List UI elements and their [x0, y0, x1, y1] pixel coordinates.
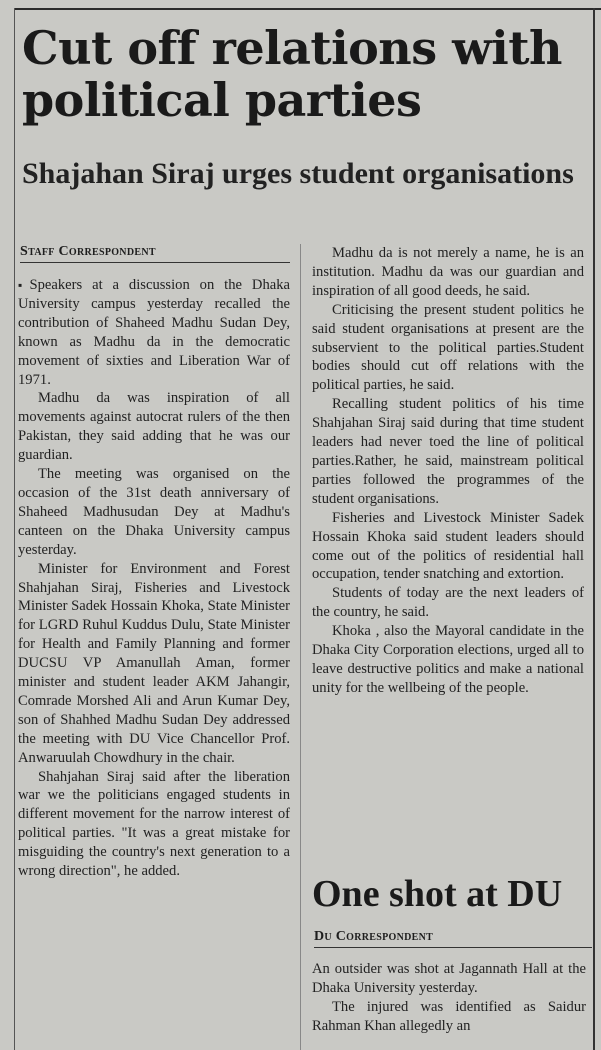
paragraph: Minister for Environment and Forest Shahjahan Siraj, Fisheries and Livestock Minister Sadek Hossain Khoka, State Minister for LGRD Ruhul Kuddus Dulu, State Minister for Health and Family Planning and former DUCSU VP Amanullah Aman, former minister and student leader AKM Jahangir, Comrade Morshed Ali and Arun Kumar Dey, son of Shahhed Madhu Sudan Dey addressed the meeting with DU Vice Chancellor Prof. Anwaruulah Chowdhury in the chair. — [18, 560, 290, 766]
paragraph: Shahjahan Siraj said after the liberation war we the politicians engaged students in different movement for the narrow interest of political parties. "It was a great mistake for misguiding the country's next generation to a wrong direction", he added. — [18, 768, 290, 880]
paragraph: Madhu da was inspiration of all movements against autocrat rulers of the then Pakistan, they said adding that he was our guardian. — [18, 390, 290, 464]
paragraph: An outsider was shot at Jagannath Hall at the Dhaka University yesterday. — [312, 961, 586, 996]
article-column-1 — [18, 276, 290, 881]
article-column-2 — [312, 244, 584, 698]
paragraph: Khoka , also the Mayoral candidate in the Dhaka City Corporation elections, urged all to leave destructive politics and make a national unity for the wellbeing of the people. — [312, 623, 584, 696]
paragraph: Fisheries and Livestock Minister Sadek Hossain Khoka said student leaders should come out of the politics of residential hall occupation, tender snatching and extortion. — [312, 509, 584, 583]
byline: Staff Correspondent — [20, 244, 290, 263]
story2-byline: Du Correspondent — [314, 929, 592, 948]
paragraph: Madhu da is not merely a name, he is an institution. Madhu da was our guardian and inspiration of all good deeds, he said. — [312, 245, 584, 299]
paragraph: ▪Speakers at a discussion on the Dhaka University campus yesterday recalled the contribution of Shaheed Madhu Sudan Dey, known as Madhu da in the democratic movement of sixties and Liberation War of 1971. — [18, 277, 290, 388]
left-rule — [14, 8, 15, 1050]
bullet-icon: ▪ — [18, 278, 29, 292]
right-rule — [593, 8, 595, 1050]
headline: Cut off relations with political parties — [22, 21, 562, 127]
paragraph: Recalling student politics of his time Shahjahan Siraj said during that time student leaders had never toed the line of political parties.Rather, he said, mainstream political parties followed the programmes of the student organisations. — [312, 396, 584, 507]
top-rule — [14, 8, 601, 10]
paragraph: The injured was identified as Saidur Rahman Khan allegedly an — [312, 998, 586, 1034]
paragraph: Students of today are the next leaders of the country, he said. — [312, 585, 584, 621]
column-divider — [300, 244, 301, 1050]
paragraph: The meeting was organised on the occasion of the 31st death anniversary of Shaheed Madhusudan Dey at Madhu's canteen on the Dhaka University campus yesterday. — [18, 466, 290, 558]
story2-title: One shot at DU — [312, 873, 563, 915]
paragraph: Criticising the present student politics he said student organisations at present are the subservient to the political parties.Student bodies should cut off relations with the political parties, he said. — [312, 301, 584, 394]
story2-column — [312, 960, 586, 1036]
subhead: Shajahan Siraj urges student organisations — [22, 157, 574, 190]
